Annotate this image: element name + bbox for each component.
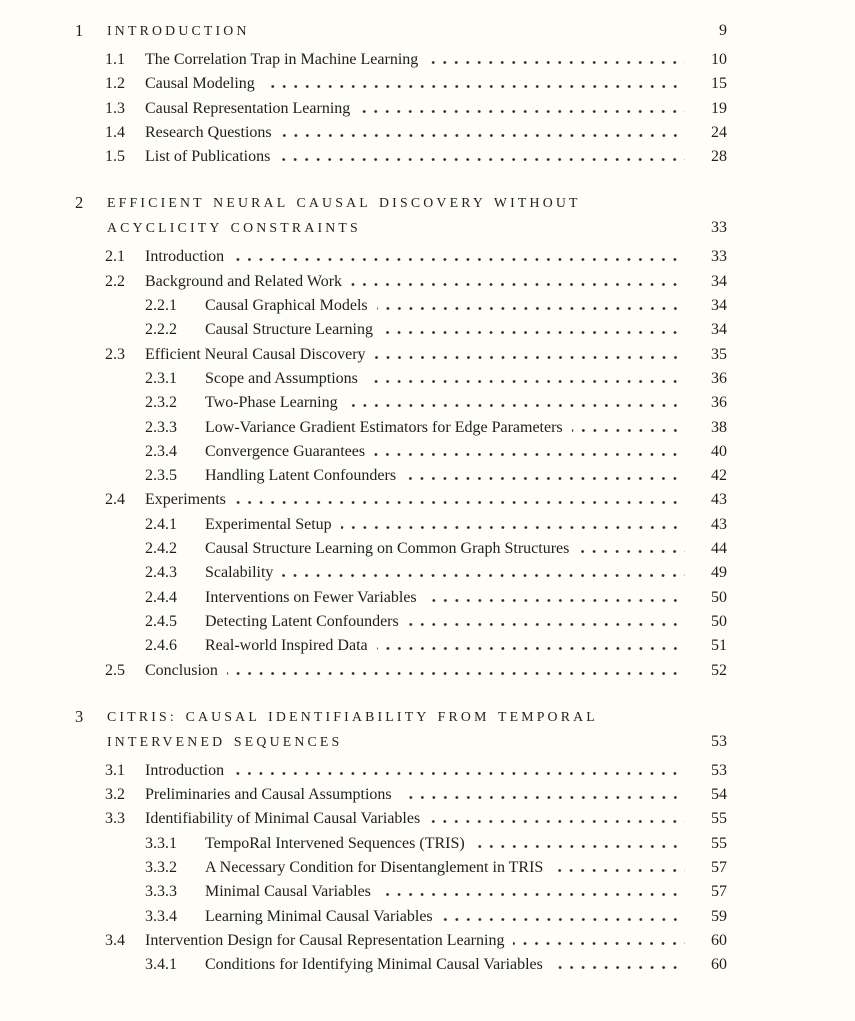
entry-page-number: 34 <box>711 272 727 290</box>
entry-number: 2.5 <box>105 661 125 679</box>
dot-leader <box>408 623 685 626</box>
entry-title: Introduction <box>145 248 225 266</box>
entry-title: A Necessary Condition for Disentanglement in TRIS <box>205 859 544 877</box>
dot-leader <box>429 820 685 823</box>
entry-title: Low-Variance Gradient Estimators for Edge Parameters <box>205 418 563 436</box>
entry-page-number: 44 <box>711 540 727 558</box>
entry-number: 2.4.1 <box>145 515 177 533</box>
entry-title: Causal Structure Learning on Common Graph Structures <box>205 540 570 558</box>
entry-title: List of Publications <box>145 148 271 166</box>
entry-title: Efficient Neural Causal Discovery <box>145 345 366 363</box>
chapter-title-line: ACYCLICITY CONSTRAINTS <box>107 220 361 236</box>
toc-entry-row[interactable] <box>75 97 727 121</box>
entry-title: Introduction <box>145 761 225 779</box>
toc-entry-row[interactable] <box>75 561 727 585</box>
entry-page-number: 38 <box>711 418 727 436</box>
entry-number: 3.2 <box>105 786 125 804</box>
toc-entry-row[interactable] <box>75 905 727 929</box>
toc-entry-row[interactable] <box>75 783 727 807</box>
entry-number: 2.3.5 <box>145 467 177 485</box>
dot-leader <box>401 796 685 799</box>
entry-page-number: 35 <box>711 345 727 363</box>
dot-leader <box>375 356 685 359</box>
chapter-number: 3 <box>75 706 84 726</box>
entry-number: 2.3.4 <box>145 442 177 460</box>
entry-title: Intervention Design for Causal Representation Learning <box>145 931 505 949</box>
entry-number: 2.3 <box>105 345 125 363</box>
entry-page-number: 57 <box>711 859 727 877</box>
entry-number: 1.1 <box>105 51 125 68</box>
entry-page-number: 49 <box>711 564 727 582</box>
entry-title: Research Questions <box>145 123 272 141</box>
dot-leader <box>341 526 685 529</box>
toc-entry-row[interactable] <box>75 659 727 683</box>
entry-number: 2.4.6 <box>145 637 177 655</box>
entry-title: Real-world Inspired Data <box>205 637 368 655</box>
entry-title: Identifiability of Minimal Causal Variables <box>145 810 421 828</box>
entry-page-number: 59 <box>711 907 727 925</box>
entry-title: TempoRal Intervened Sequences (TRIS) <box>205 834 465 852</box>
entry-page-number: 60 <box>711 931 727 949</box>
entry-page-number: 60 <box>711 956 727 974</box>
chapter-heading[interactable] <box>75 190 727 240</box>
entry-number: 2.4.5 <box>145 612 177 630</box>
chapter-heading[interactable] <box>75 704 727 754</box>
toc-entry-row[interactable] <box>75 343 727 367</box>
chapter-page-number: 33 <box>711 219 727 237</box>
dot-leader <box>281 134 685 137</box>
dot-leader <box>405 477 685 480</box>
entry-page-number: 36 <box>711 394 727 412</box>
entry-page-number: 55 <box>711 834 727 852</box>
dot-leader <box>552 966 685 969</box>
toc-entry-row[interactable] <box>75 464 727 488</box>
entry-page-number: 34 <box>711 297 727 315</box>
toc-entry-row[interactable] <box>75 145 727 169</box>
chapter-title-line: INTERVENED SEQUENCES <box>107 733 343 749</box>
dot-leader <box>552 869 685 872</box>
toc-entry-row[interactable] <box>75 953 727 977</box>
dot-leader <box>442 918 685 921</box>
entry-number: 2.1 <box>105 248 125 266</box>
entry-number: 3.3.2 <box>145 859 177 877</box>
entry-number: 3.3.3 <box>145 883 177 901</box>
toc-entry-row[interactable] <box>75 416 727 440</box>
dot-leader <box>380 893 685 896</box>
toc-entry-row[interactable] <box>75 270 727 294</box>
chapter-heading[interactable] <box>75 18 727 43</box>
entry-number: 2.3.1 <box>145 369 177 387</box>
dot-leader <box>513 942 685 945</box>
entry-title: Convergence Guarantees <box>205 442 366 460</box>
toc-entry-row[interactable] <box>75 610 727 634</box>
chapter-number: 2 <box>75 193 84 213</box>
entry-number: 2.2 <box>105 272 125 290</box>
dot-leader <box>233 258 685 261</box>
toc-entry-row[interactable] <box>75 245 727 269</box>
toc-entry-row[interactable] <box>75 48 727 72</box>
entry-title: Scope and Assumptions <box>205 369 358 387</box>
entry-number: 3.3.1 <box>145 834 177 852</box>
toc-entry-row[interactable] <box>75 121 727 145</box>
dot-leader <box>426 599 685 602</box>
entry-page-number: 54 <box>711 786 727 804</box>
toc-entry-row[interactable] <box>75 537 727 561</box>
entry-title: Interventions on Fewer Variables <box>205 588 417 606</box>
entry-page-number: 28 <box>711 148 727 166</box>
entry-number: 2.2.2 <box>145 321 177 339</box>
toc-entry-row[interactable] <box>75 513 727 537</box>
entry-number: 2.4.3 <box>145 564 177 582</box>
dot-leader <box>427 61 685 64</box>
dot-leader <box>235 501 685 504</box>
entry-number: 1.3 <box>105 99 125 117</box>
chapter-page-number: 53 <box>711 732 727 750</box>
entry-title: Experimental Setup <box>205 515 332 533</box>
entry-number: 2.4.4 <box>145 588 177 606</box>
toc-entry-row[interactable] <box>75 832 727 856</box>
entry-page-number: 40 <box>711 442 727 460</box>
toc-entry-row[interactable] <box>75 367 727 391</box>
entry-page-number: 43 <box>711 491 727 509</box>
chapter-title-line: EFFICIENT NEURAL CAUSAL DISCOVERY WITHOUT <box>107 195 581 211</box>
entry-title: Two-Phase Learning <box>205 394 338 412</box>
entry-page-number: 19 <box>711 99 727 117</box>
entry-title: Causal Modeling <box>145 75 255 93</box>
entry-number: 2.3.3 <box>145 418 177 436</box>
entry-number: 2.2.1 <box>145 297 177 315</box>
dot-leader <box>347 404 685 407</box>
dot-leader <box>578 550 685 553</box>
entry-page-number: 10 <box>711 51 727 68</box>
entry-number: 2.3.2 <box>145 394 177 412</box>
entry-number: 3.4 <box>105 931 125 949</box>
entry-page-number: 57 <box>711 883 727 901</box>
dot-leader <box>377 307 685 310</box>
dot-leader <box>359 110 685 113</box>
toc-entry-row[interactable] <box>75 929 727 953</box>
chapter-title <box>107 704 685 754</box>
dot-leader <box>227 672 685 675</box>
entry-title: Causal Structure Learning <box>205 321 373 339</box>
entry-number: 3.4.1 <box>145 956 177 974</box>
toc-entry-row[interactable] <box>75 807 727 831</box>
entry-page-number: 53 <box>711 761 727 779</box>
toc-entry-row[interactable] <box>75 856 727 880</box>
entry-title: Scalability <box>205 564 274 582</box>
entry-page-number: 55 <box>711 810 727 828</box>
entry-title: Background and Related Work <box>145 272 343 290</box>
entry-page-number: 34 <box>711 321 727 339</box>
chapter-title-line: INTRODUCTION <box>107 23 250 38</box>
dot-leader <box>474 845 685 848</box>
chapter-page-number: 9 <box>719 22 727 39</box>
toc-entry-row[interactable] <box>75 634 727 658</box>
entry-number: 3.3 <box>105 810 125 828</box>
entry-page-number: 52 <box>711 661 727 679</box>
entry-page-number: 43 <box>711 515 727 533</box>
entry-number: 3.3.4 <box>145 907 177 925</box>
dot-leader <box>382 331 685 334</box>
entry-title: Handling Latent Confounders <box>205 467 397 485</box>
dot-leader <box>233 772 685 775</box>
entry-page-number: 33 <box>711 248 727 266</box>
dot-leader <box>279 158 685 161</box>
entry-page-number: 24 <box>711 123 727 141</box>
dot-leader <box>367 380 685 383</box>
entry-number: 3.1 <box>105 761 125 779</box>
entry-page-number: 36 <box>711 369 727 387</box>
chapter-title <box>107 18 685 43</box>
toc-entry-row[interactable] <box>75 72 727 96</box>
chapter-title-line: CITRIS: CAUSAL IDENTIFIABILITY FROM TEMPORAL <box>107 708 598 724</box>
entry-title: Minimal Causal Variables <box>205 883 371 901</box>
dot-leader <box>377 647 685 650</box>
entry-page-number: 51 <box>711 637 727 655</box>
chapter-title <box>107 190 685 240</box>
entry-title: Learning Minimal Causal Variables <box>205 907 433 925</box>
dot-leader <box>282 574 685 577</box>
entry-number: 1.2 <box>105 75 125 93</box>
entry-page-number: 15 <box>711 75 727 93</box>
entry-title: Conclusion <box>145 661 218 679</box>
toc-chapter-1 <box>75 18 727 169</box>
toc-chapter-3 <box>75 704 727 978</box>
entry-number: 1.5 <box>105 148 125 166</box>
toc-entry-row[interactable] <box>75 391 727 415</box>
toc-entry-row[interactable] <box>75 586 727 610</box>
entry-number: 2.4 <box>105 491 125 509</box>
toc-entry-row[interactable] <box>75 294 727 318</box>
toc-chapter-2 <box>75 190 727 682</box>
toc-entry-row[interactable] <box>75 440 727 464</box>
entry-title: Preliminaries and Causal Assumptions <box>145 786 392 804</box>
entry-title: Causal Representation Learning <box>145 99 351 117</box>
entry-page-number: 50 <box>711 612 727 630</box>
dot-leader <box>374 453 685 456</box>
entry-title: Detecting Latent Confounders <box>205 612 399 630</box>
dot-leader <box>572 429 685 432</box>
toc-entry-row[interactable] <box>75 759 727 783</box>
entry-page-number: 50 <box>711 588 727 606</box>
toc-entry-row[interactable] <box>75 488 727 512</box>
entry-title: Experiments <box>145 491 226 509</box>
entry-title: The Correlation Trap in Machine Learning <box>145 51 419 68</box>
entry-title: Causal Graphical Models <box>205 297 368 315</box>
entry-page-number: 42 <box>711 467 727 485</box>
toc-entry-row[interactable] <box>75 318 727 342</box>
entry-number: 1.4 <box>105 123 125 141</box>
dot-leader <box>351 283 685 286</box>
chapter-number: 1 <box>75 21 84 40</box>
toc-entry-row[interactable] <box>75 880 727 904</box>
entry-title: Conditions for Identifying Minimal Causal Variables <box>205 956 543 974</box>
dot-leader <box>264 85 685 88</box>
entry-number: 2.4.2 <box>145 540 177 558</box>
